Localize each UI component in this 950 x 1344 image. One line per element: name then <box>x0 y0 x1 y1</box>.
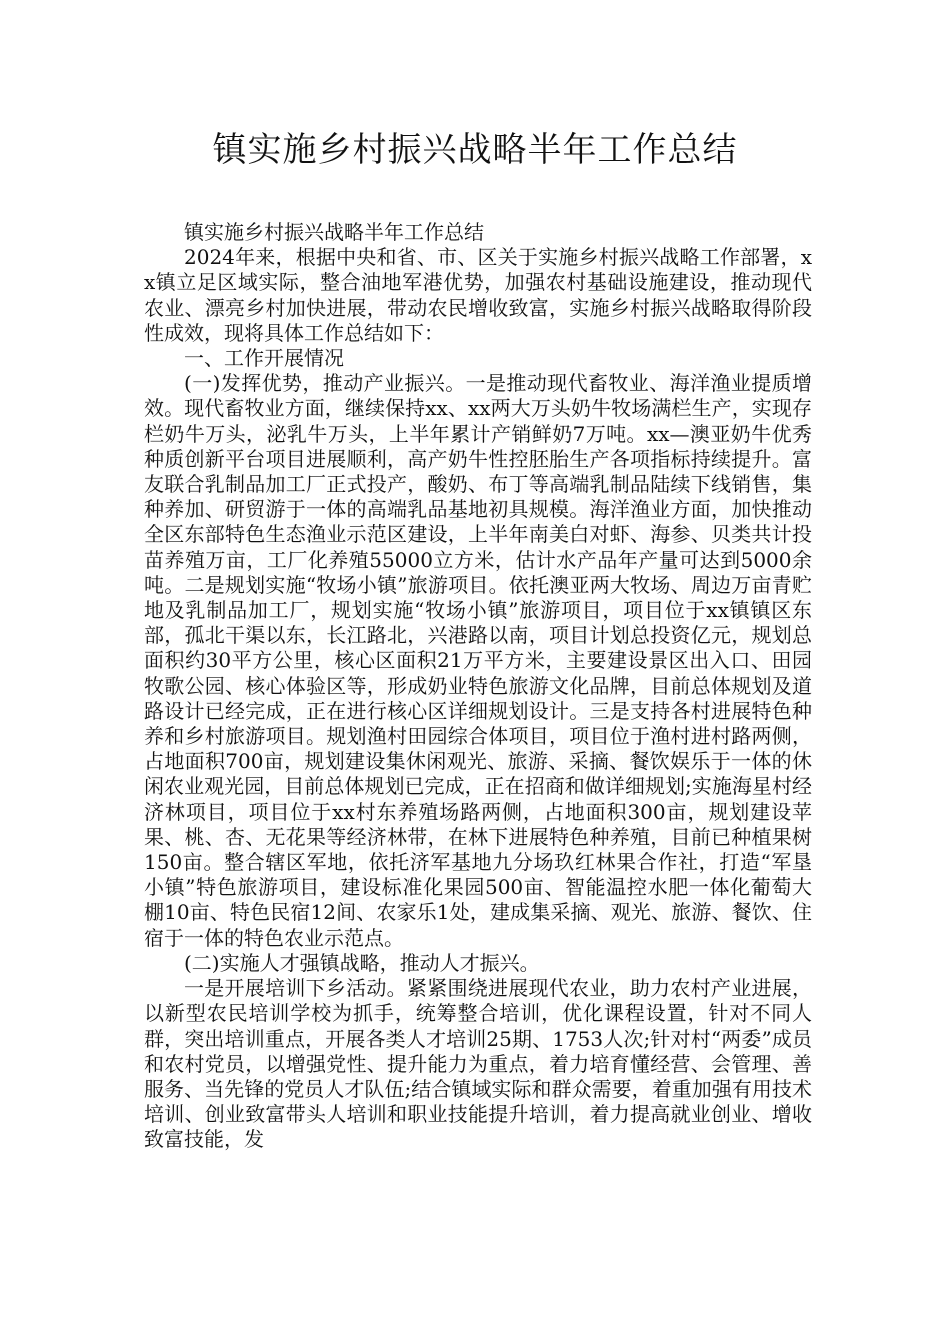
document-body <box>144 220 812 1153</box>
paragraph-training: 一是开展培训下乡活动。紧紧围绕进展现代农业，助力农村产业进展，以新型农民培训学校为抓手，统筹整合培训，优化课程设置，针对不同人群，突出培训重点，开展各类人才培训25期、1753人次;针对村“两委”成员和农村党员，以增强党性、提升能力为重点，着力培育懂经营、会管理、善服务、当先锋的党员人才队伍;结合镇域实际和群众需要，着重加强有用技术培训、创业致富带头人培训和职业技能提升培训，着力提高就业创业、增收致富技能，发 <box>144 976 812 1152</box>
paragraph-industry-revitalization: (一)发挥优势，推动产业振兴。一是推动现代畜牧业、海洋渔业提质增效。现代畜牧业方面，继续保持xx、xx两大万头奶牛牧场满栏生产，实现存栏奶牛万头，泌乳牛万头，上半年累计产销鲜奶7万吨。xx—澳亚奶牛优秀种质创新平台项目进展顺利，高产奶牛性控胚胎生产各项指标持续提升。富友联合乳制品加工厂正式投产，酸奶、布丁等高端乳制品陆续下线销售，集种养加、研贸游于一体的高端乳品基地初具规模。海洋渔业方面，加快推动全区东部特色生态渔业示范区建设，上半年南美白对虾、海参、贝类共计投苗养殖万亩，工厂化养殖55000立方米，估计水产品年产量可达到5000余吨。二是规划实施“牧场小镇”旅游项目。依托澳亚两大牧场、周边万亩青贮地及乳制品加工厂，规划实施“牧场小镇”旅游项目，项目位于xx镇镇区东部，孤北干渠以东，长江路北，兴港路以南，项目计划总投资亿元，规划总面积约30平方公里，核心区面积21万平方米，主要建设景区出入口、田园牧歌公园、核心体验区等，形成奶业特色旅游文化品牌，目前总体规划及道路设计已经完成，正在进行核心区详细规划设计。三是支持各村进展特色种养和乡村旅游项目。规划渔村田园综合体项目，项目位于渔村进村路两侧，占地面积700亩，规划建设集休闲观光、旅游、采摘、餐饮娱乐于一体的休闲农业观光园，目前总体规划已完成，正在招商和做详细规划;实施海星村经济林项目，项目位于xx村东养殖场路两侧，占地面积300亩，规划建设苹果、桃、杏、无花果等经济林带，在林下进展特色种养殖，目前已种植果树150亩。整合辖区军地，依托济军基地九分场玖红林果合作社，打造“军垦小镇”特色旅游项目，建设标准化果园500亩、智能温控水肥一体化葡萄大棚10亩、特色民宿12间、农家乐1处，建成集采摘、观光、旅游、餐饮、住宿于一体的特色农业示范点。 <box>144 371 812 950</box>
section-heading-work-status: 一、工作开展情况 <box>184 346 344 371</box>
section-heading-talent-revitalization: (二)实施人才强镇战略，推动人才振兴。 <box>184 950 540 975</box>
paragraph-intro: 2024年来，根据中央和省、市、区关于实施乡村振兴战略工作部署，xx镇立足区域实际，整合油地军港优势，加强农村基础设施建设，推动现代农业、漂亮乡村加快进展，带动农民增收致富，实施乡村振兴战略取得阶段性成效，现将具体工作总结如下： <box>144 245 812 345</box>
document-title: 镇实施乡村振兴战略半年工作总结 <box>212 130 738 170</box>
paragraph-subtitle: 镇实施乡村振兴战略半年工作总结 <box>184 220 484 244</box>
